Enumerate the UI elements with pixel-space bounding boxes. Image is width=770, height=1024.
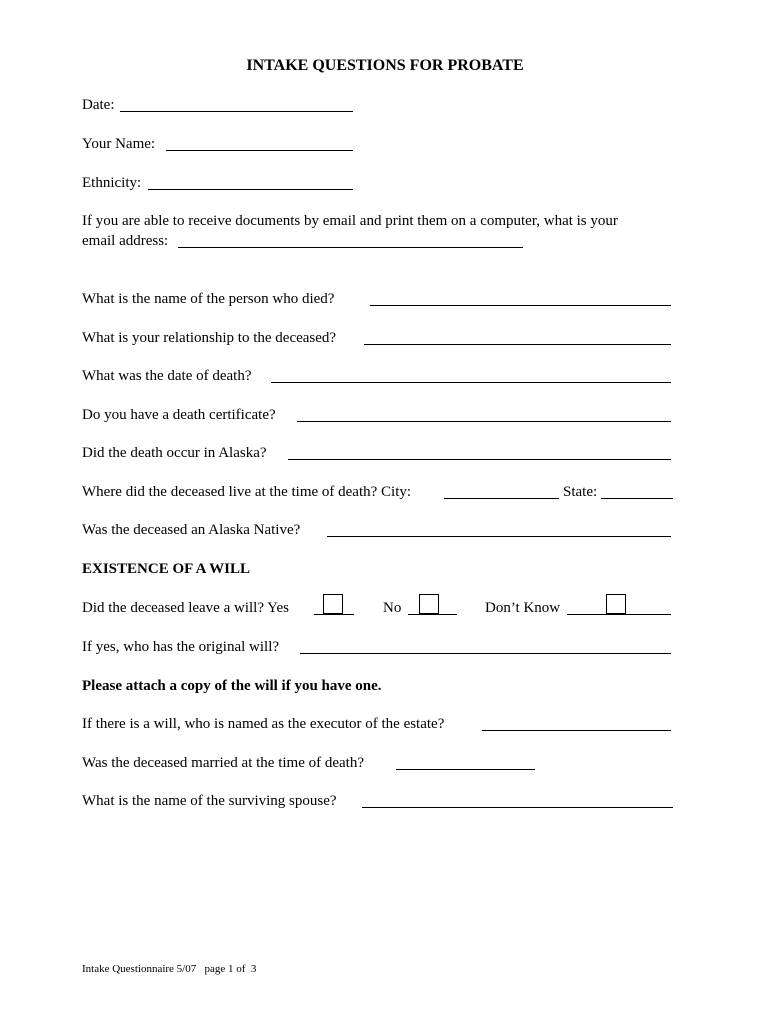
email-label: email address: [82,233,169,249]
married-field-line [396,769,535,770]
residence-state-field-line [601,498,673,499]
alaska-native-label: Was the deceased an Alaska Native? [82,522,301,538]
will-dont-know-checkbox[interactable] [606,594,626,614]
residence-city-field-line [444,498,559,499]
spouse-field-line [362,807,673,808]
executor-field[interactable] [482,714,671,730]
will-holder-label: If yes, who has the original will? [82,639,280,655]
will-section-heading: EXISTENCE OF A WILL [82,561,250,577]
will-no-line [408,614,457,615]
residence-state-field[interactable] [601,482,673,498]
deceased-name-label: What is the name of the person who died? [82,291,335,307]
alaska-native-field-line [327,536,671,537]
date-field[interactable] [120,95,353,111]
email-question-text: If you are able to receive documents by email and print them on a computer, what is your [82,213,618,229]
will-question-label: Did the deceased leave a will? Yes [82,600,290,616]
page-footer: Intake Questionnaire 5/07 page 1 of 3 [82,963,257,975]
will-holder-field-line [300,653,671,654]
will-yes-line [314,614,354,615]
died-in-alaska-field[interactable] [288,443,671,459]
death-certificate-field[interactable] [297,405,671,421]
deceased-name-field-line [370,305,671,306]
date-label: Date: [82,97,115,113]
your-name-field-line [166,150,353,151]
executor-field-line [482,730,671,731]
married-field[interactable] [396,753,535,769]
will-no-label: No [383,600,402,616]
your-name-field[interactable] [166,134,353,150]
alaska-native-field[interactable] [327,520,671,536]
relationship-field-line [364,344,671,345]
relationship-label: What is your relationship to the deceased? [82,330,337,346]
ethnicity-field[interactable] [148,173,353,189]
married-label: Was the deceased married at the time of death? [82,755,364,771]
executor-label: If there is a will, who is named as the executor of the estate? [82,716,445,732]
deceased-name-field[interactable] [370,289,671,305]
will-yes-checkbox[interactable] [323,594,343,614]
residence-state-label: State: [563,484,598,500]
residence-city-field[interactable] [444,482,559,498]
death-certificate-label: Do you have a death certificate? [82,407,276,423]
will-dont-know-label: Don’t Know [485,600,561,616]
will-dont-know-line [567,614,671,615]
died-in-alaska-field-line [288,459,671,460]
ethnicity-label: Ethnicity: [82,175,142,191]
died-in-alaska-label: Did the death occur in Alaska? [82,445,267,461]
will-no-checkbox[interactable] [419,594,439,614]
your-name-label: Your Name: [82,136,156,152]
spouse-label: What is the name of the surviving spouse? [82,793,337,809]
email-field[interactable] [178,231,523,247]
spouse-field[interactable] [362,791,673,807]
death-certificate-field-line [297,421,671,422]
date-of-death-field[interactable] [271,366,671,382]
ethnicity-field-line [148,189,353,190]
date-of-death-label: What was the date of death? [82,368,252,384]
residence-city-label: Where did the deceased live at the time of death? City: [82,484,412,500]
will-holder-field[interactable] [300,637,671,653]
email-field-line [178,247,523,248]
date-of-death-field-line [271,382,671,383]
attach-will-note: Please attach a copy of the will if you have one. [82,678,382,694]
date-field-line [120,111,353,112]
page-title: INTAKE QUESTIONS FOR PROBATE [246,57,524,74]
relationship-field[interactable] [364,328,671,344]
